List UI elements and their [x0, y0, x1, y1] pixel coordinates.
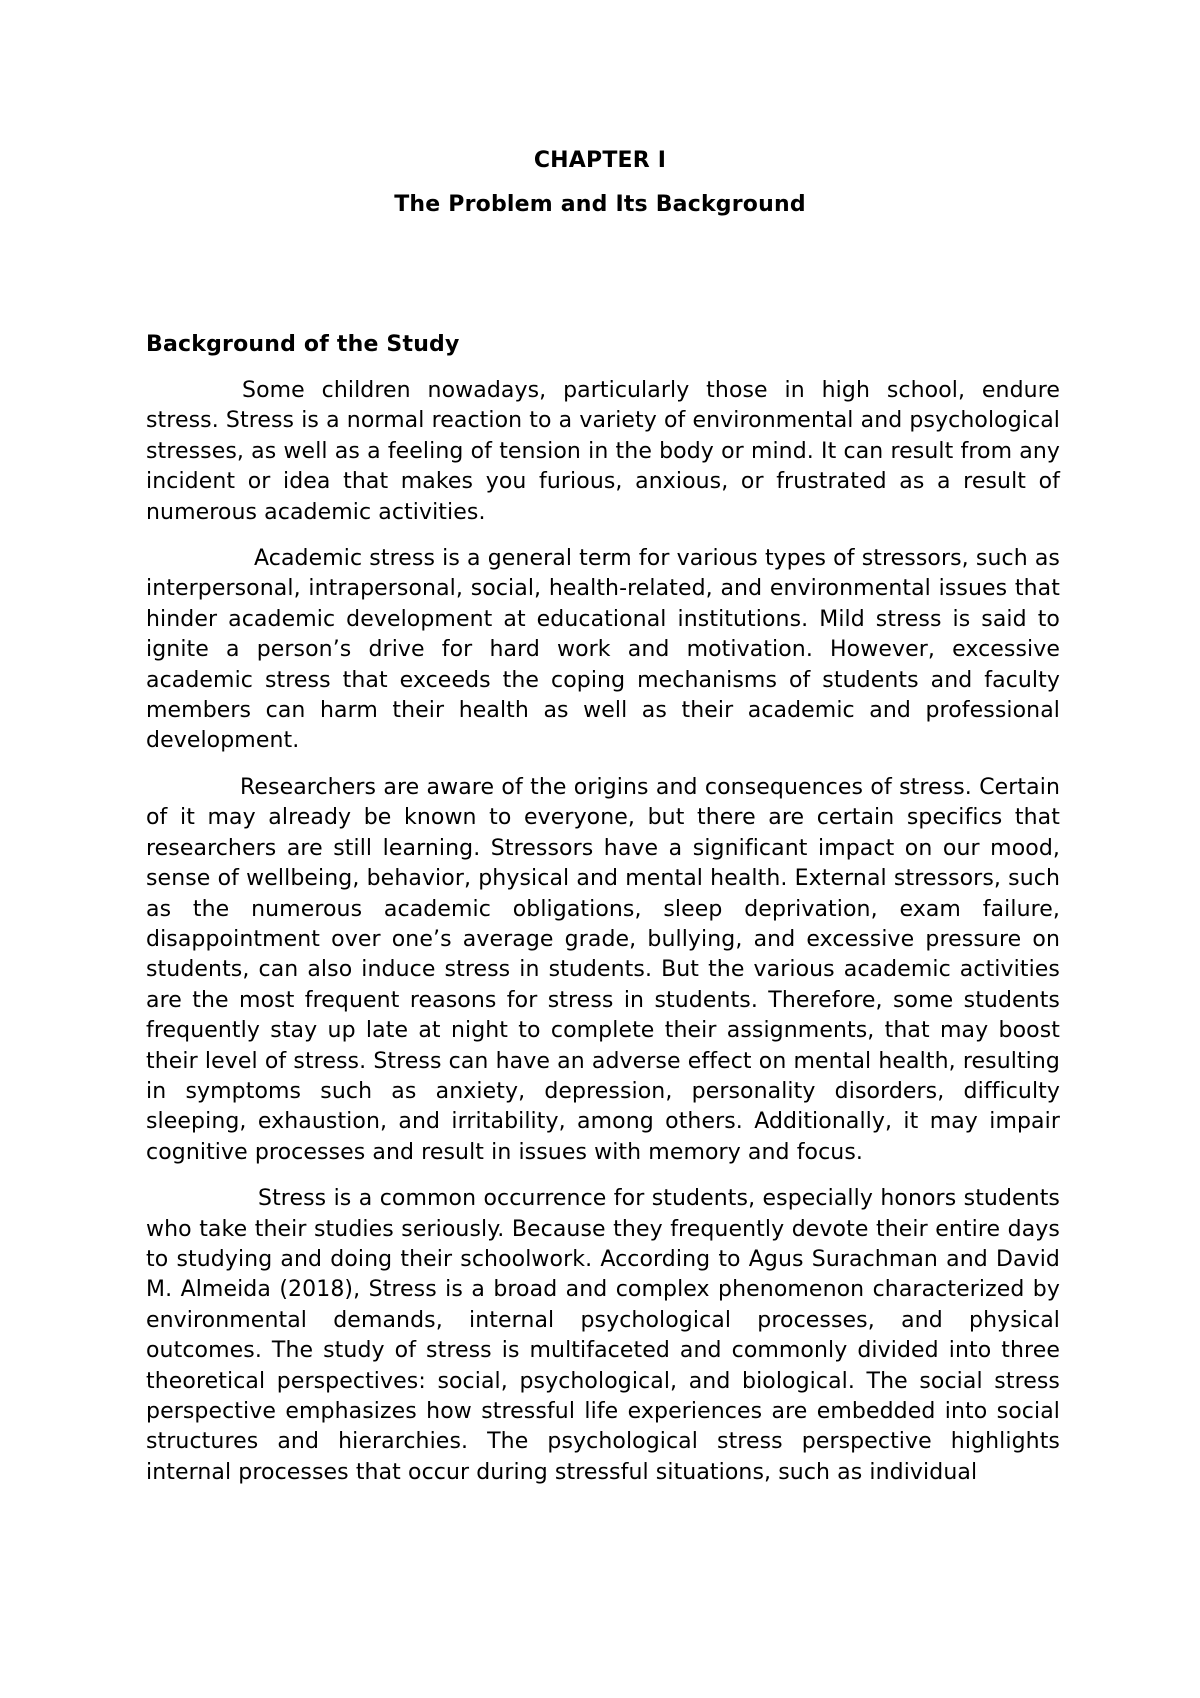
chapter-label: CHAPTER I [533, 148, 667, 173]
document-body [146, 330, 1060, 1504]
section-heading: Background of the Study [146, 332, 460, 357]
paragraph-3: Researchers are aware of the origins and consequences of stress. Certain of it may already be known to everyone, but there are certain specifics that researchers are still learning. Stressors have a significant impact on our mood, sense of wellbeing, behavior, physical and mental health. External stressors, such as the numerous academic obligations, sleep deprivation, exam failure, disappointment over one’s average grade, bullying, and excessive pressure on students, can also induce stress in students. But the various academic activities are the most frequent reasons for stress in students. Therefore, some students frequently stay up late at night to complete their assignments, that may boost their level of stress. Stress can have an adverse effect on mental health, resulting in symptoms such as anxiety, depression, personality disorders, difficulty sleeping, exhaustion, and irritability, among others. Additionally, it may impair cognitive processes and result in issues with memory and focus. [146, 774, 1060, 1165]
chapter-title: The Problem and Its Background [394, 192, 806, 217]
paragraph-1: Some children nowadays, particularly those in high school, endure stress. Stress is a normal reaction to a variety of environmental and psychological stresses, as well as a feeling of tension in the body or mind. It can result from any incident or idea that makes you furious, anxious, or frustrated as a result of numerous academic activities. [146, 378, 1060, 525]
paragraph-4: Stress is a common occurrence for students, especially honors students who take their studies seriously. Because they frequently devote their entire days to studying and doing their schoolwork. According to Agus Surachman and David M. Almeida (2018), Stress is a broad and complex phenomenon characterized by environmental demands, internal psychological processes, and physical outcomes. The study of stress is multifaceted and commonly divided into three theoretical perspectives: social, psychological, and biological. The social stress perspective emphasizes how stressful life experiences are embedded into social structures and hierarchies. The psychological stress perspective highlights internal processes that occur during stressful situations, such as individual [146, 1186, 1060, 1485]
paragraph-2: Academic stress is a general term for various types of stressors, such as interpersonal, intrapersonal, social, health-related, and environmental issues that hinder academic development at educational institutions. Mild stress is said to ignite a person’s drive for hard work and motivation. However, excessive academic stress that exceeds the coping mechanisms of students and faculty members can harm their health as well as their academic and professional development. [146, 546, 1060, 754]
